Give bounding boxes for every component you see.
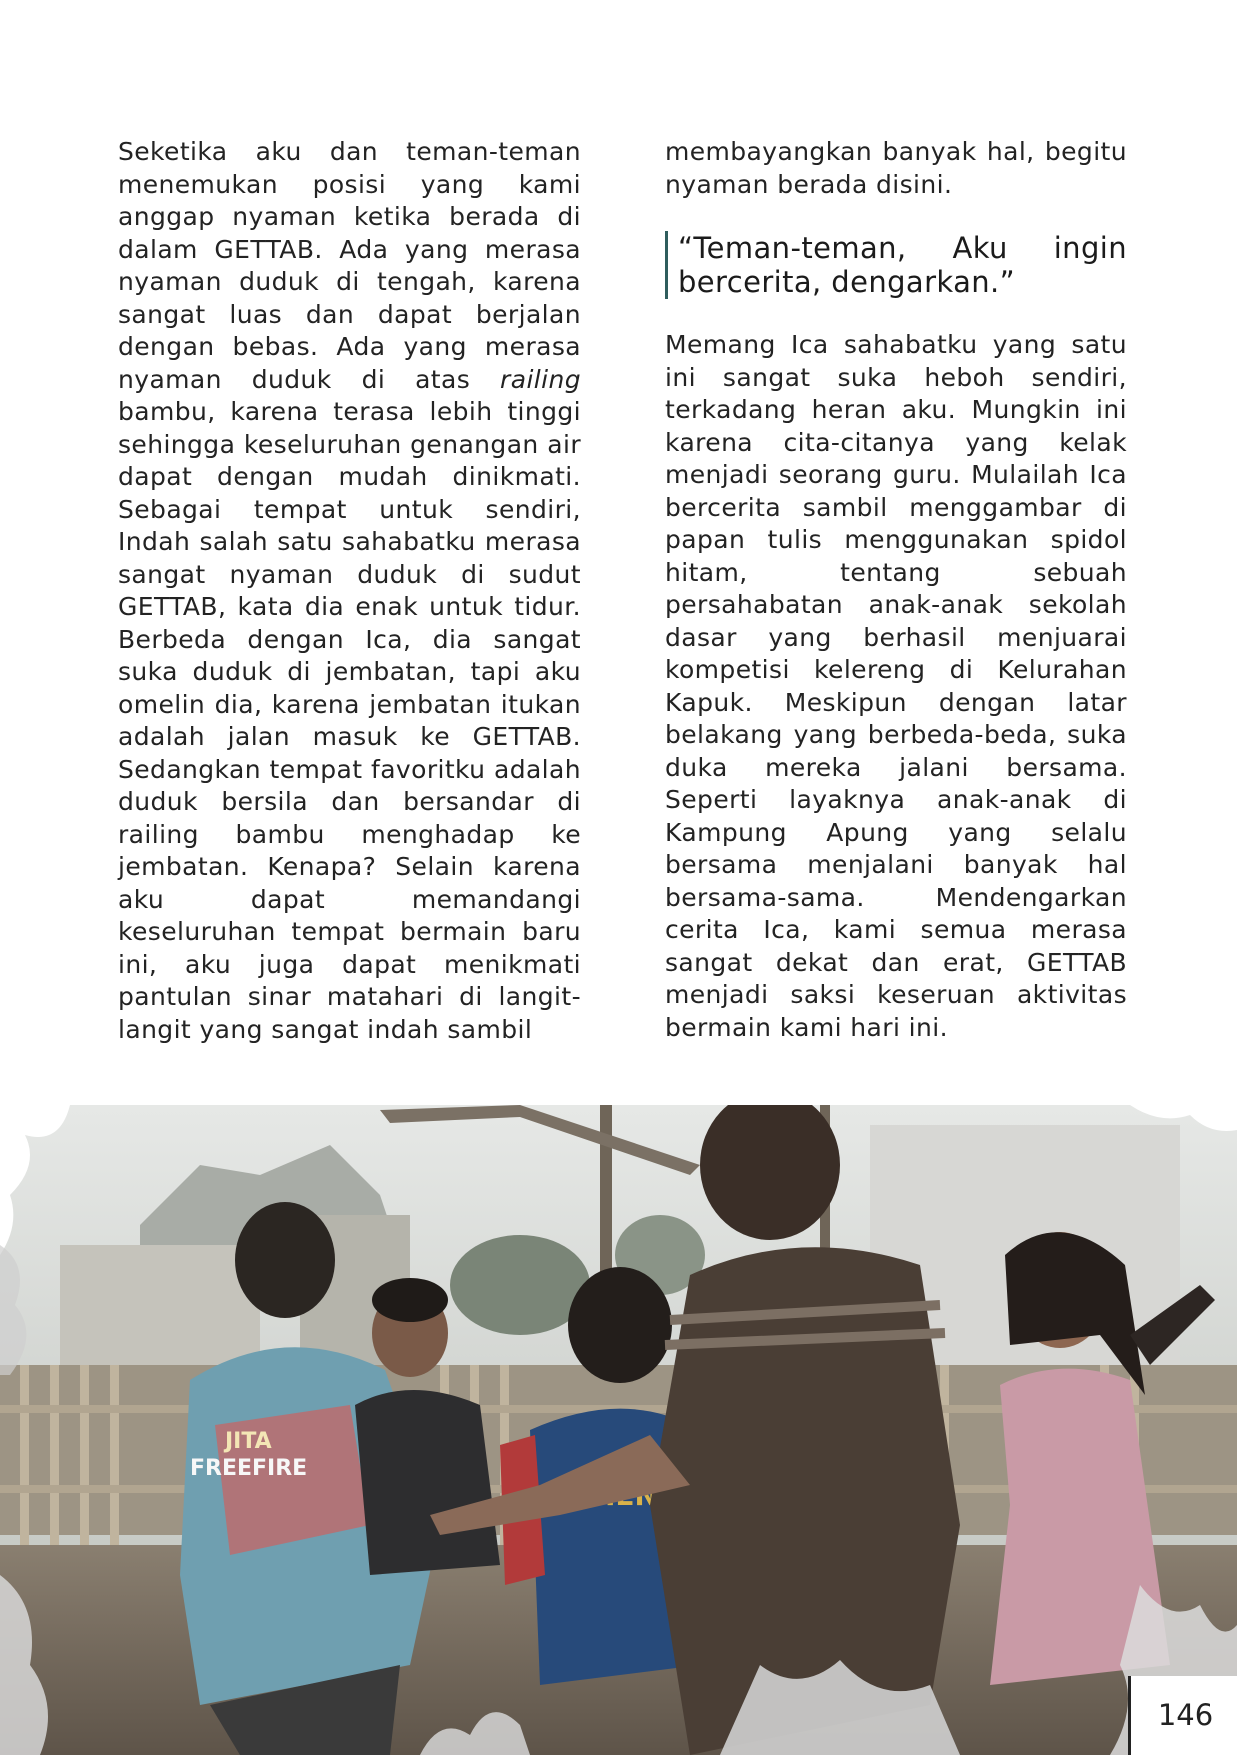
- left-column: [118, 136, 581, 1046]
- left-paragraph-italic: railing: [500, 364, 581, 394]
- left-paragraph-text-1: Seketika aku dan teman-teman menemukan posisi yang kami anggap nyaman ketika berada di dalam GETTAB. Ada yang merasa nyaman duduk di tengah, karena sangat luas dan dapat berjalan dengan bebas. Ada yang merasa nyaman duduk di atas: [118, 137, 581, 394]
- right-paragraph: Memang Ica sahabatku yang satu ini sangat suka heboh sendiri, terkadang heran aku. Mungkin ini karena cita-citanya yang kelak menjadi seorang guru. Mulailah Ica bercerita sambil menggambar di papan tulis menggunakan spidol hitam, tentang sebuah persahabatan anak-anak sekolah dasar yang berhasil menjuarai kompetisi kelereng di Kelurahan Kapuk. Meskipun dengan latar belakang yang berbeda-beda, suka duka mereka jalani bersama. Seperti layaknya anak-anak di Kampung Apung yang selalu bersama menjalani banyak hal bersama-sama. Mendengarkan cerita Ica, kami semua merasa sangat dekat dan erat, GETTAB menjadi saksi keseruan aktivitas bermain kami hari ini.: [665, 330, 1127, 1042]
- shirt-text-jita: JITA: [225, 1429, 272, 1454]
- right-continuation: membayangkan banyak hal, begitu nyaman berada disini.: [665, 137, 1127, 199]
- left-paragraph-text-2: bambu, karena terasa lebih tinggi sehingga keseluruhan genangan air dapat dengan mudah dinikmati. Sebagai tempat untuk sendiri, Indah salah satu sahabatku merasa sangat nyaman duduk di sudut GETTAB, kata dia enak untuk tidur. Berbeda dengan Ica, dia sangat suka duduk di jembatan, tapi aku omelin dia, karena jembatan itukan adalah jalan masuk ke GETTAB. Sedangkan tempat favoritku adalah duduk bersila dan bersandar di railing bambu menghadap ke jembatan. Kenapa? Selain karena aku dapat memandangi keseluruhan tempat bermain baru ini, aku juga dapat menikmati pantulan sinar matahari di langit-langit yang sangat indah sambil: [118, 397, 581, 1044]
- page-number: 146: [1128, 1676, 1237, 1755]
- shirt-text-freefire: FREEFIRE: [190, 1456, 308, 1481]
- left-paragraph: [118, 136, 581, 1046]
- right-column: [665, 136, 1127, 1044]
- children-playing-photo: [0, 1105, 1237, 1755]
- pull-quote: “Teman-teman, Aku ingin bercerita, dengarkan.”: [665, 231, 1127, 299]
